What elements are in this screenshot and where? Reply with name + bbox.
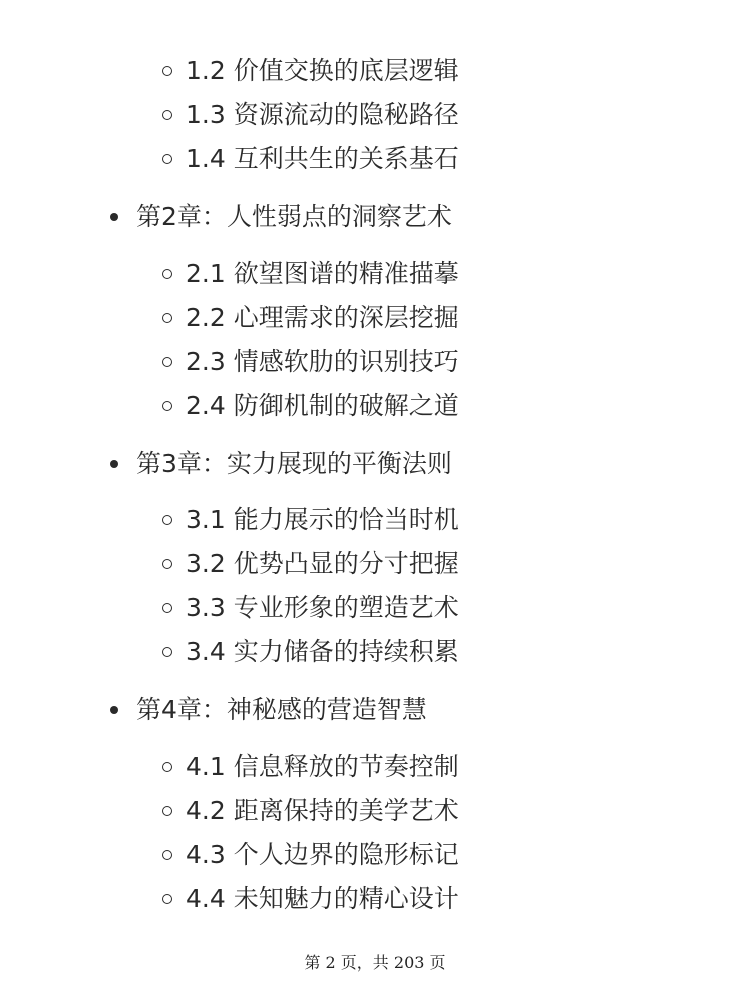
hollow-bullet-icon [162,110,172,120]
toc-subsection-2-3 [162,346,459,378]
toc-subsection-3-2 [162,548,459,580]
toc-label: 4.1 信息释放的节奏控制 [186,752,459,781]
toc-label: 1.4 互利共生的关系基石 [186,144,459,173]
toc-label: 2.2 心理需求的深层挖掘 [186,303,459,332]
hollow-bullet-icon [162,515,172,525]
filled-bullet-icon [110,706,118,714]
hollow-bullet-icon [162,559,172,569]
toc-label: 4.3 个人边界的隐形标记 [186,840,459,869]
hollow-bullet-icon [162,313,172,323]
hollow-bullet-icon [162,806,172,816]
page-footer [0,950,750,973]
toc-chapter-2 [110,201,452,233]
toc-subsection-1-4 [162,143,459,175]
toc-subsection-4-1 [162,751,459,783]
toc-label: 2.3 情感软肋的识别技巧 [186,347,459,376]
hollow-bullet-icon [162,66,172,76]
toc-label: 2.1 欲望图谱的精准描摹 [186,259,459,288]
hollow-bullet-icon [162,154,172,164]
toc-subsection-2-1 [162,258,459,290]
toc-subsection-1-2 [162,55,459,87]
hollow-bullet-icon [162,357,172,367]
toc-label: 1.3 资源流动的隐秘路径 [186,100,459,129]
toc-label: 3.4 实力储备的持续积累 [186,637,459,666]
toc-subsection-3-4 [162,636,459,668]
toc-subsection-2-4 [162,390,459,422]
toc-label: 3.2 优势凸显的分寸把握 [186,549,459,578]
toc-label: 3.1 能力展示的恰当时机 [186,505,459,534]
toc-subsection-4-3 [162,839,459,871]
filled-bullet-icon [110,460,118,468]
toc-subsection-3-3 [162,592,459,624]
hollow-bullet-icon [162,269,172,279]
toc-label: 第4章：神秘感的营造智慧 [136,695,427,724]
toc-label: 第2章：人性弱点的洞察艺术 [136,202,452,231]
toc-subsection-3-1 [162,504,459,536]
hollow-bullet-icon [162,401,172,411]
toc-subsection-4-2 [162,795,459,827]
toc-label: 3.3 专业形象的塑造艺术 [186,593,459,622]
toc-label: 2.4 防御机制的破解之道 [186,391,459,420]
toc-label: 1.2 价值交换的底层逻辑 [186,56,459,85]
toc-label: 4.4 未知魅力的精心设计 [186,884,459,913]
toc-subsection-1-3 [162,99,459,131]
toc-chapter-4 [110,694,427,726]
toc-label: 第3章：实力展现的平衡法则 [136,449,452,478]
hollow-bullet-icon [162,647,172,657]
filled-bullet-icon [110,213,118,221]
hollow-bullet-icon [162,762,172,772]
toc-subsection-4-4 [162,883,459,915]
toc-label: 4.2 距离保持的美学艺术 [186,796,459,825]
hollow-bullet-icon [162,603,172,613]
page-number: 第 2 页，共 203 页 [304,953,446,972]
hollow-bullet-icon [162,894,172,904]
hollow-bullet-icon [162,850,172,860]
toc-chapter-3 [110,448,452,480]
toc-subsection-2-2 [162,302,459,334]
